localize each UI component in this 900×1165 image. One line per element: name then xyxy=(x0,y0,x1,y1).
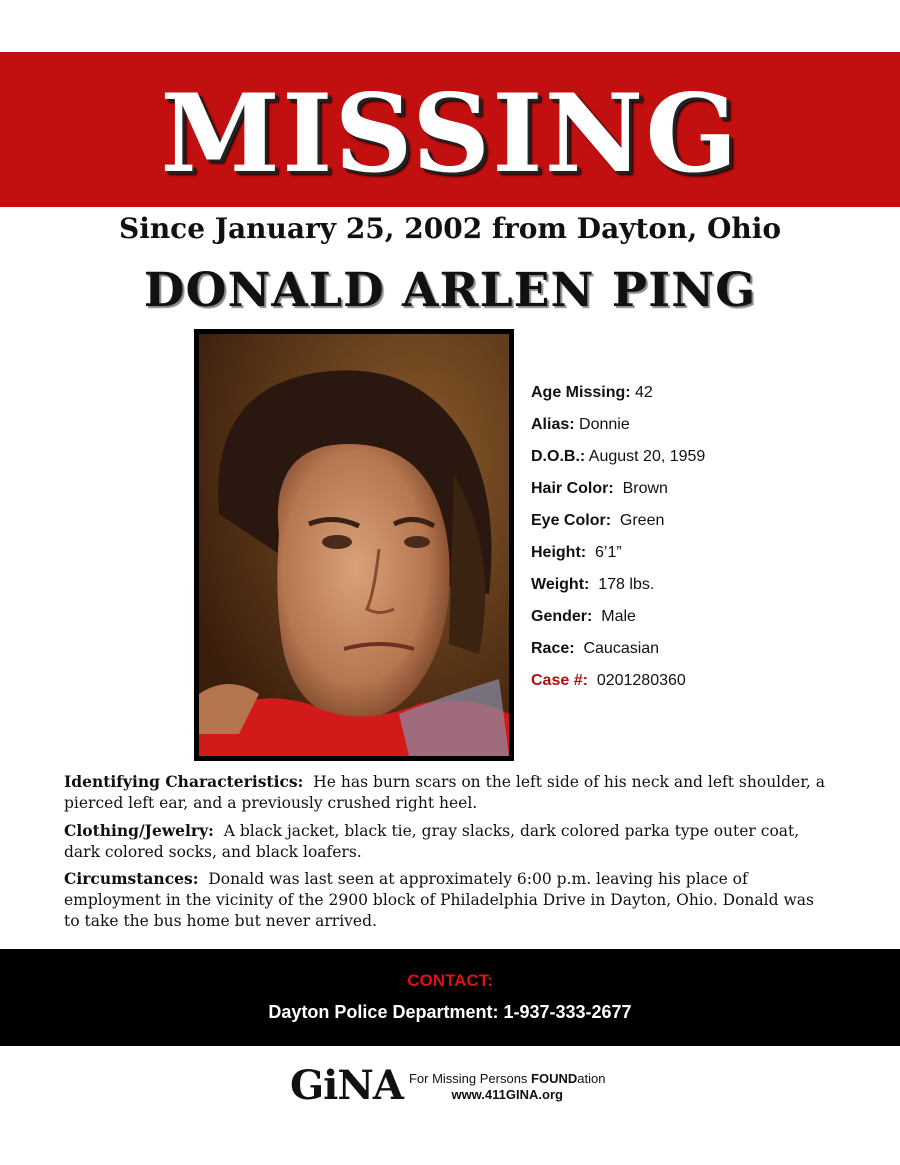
contact-section xyxy=(0,949,900,1046)
detail-value: 42 xyxy=(635,384,653,401)
detail-value: 6’1” xyxy=(595,544,622,561)
circumstances xyxy=(64,868,834,932)
detail-label: Height: xyxy=(531,544,587,561)
detail-value: Donnie xyxy=(579,416,630,433)
detail-value: 0201280360 xyxy=(596,672,686,689)
gina-url: www.411GINA.org xyxy=(451,1087,563,1102)
detail-dob xyxy=(531,445,705,477)
paragraph-label: Clothing/Jewelry: xyxy=(64,821,214,840)
detail-race xyxy=(531,637,705,669)
detail-weight xyxy=(531,573,705,605)
missing-banner xyxy=(0,52,900,207)
gina-tagline xyxy=(409,1071,606,1087)
detail-value: Caucasian xyxy=(583,640,660,657)
detail-label: Gender: xyxy=(531,608,593,625)
gina-text xyxy=(409,1071,606,1103)
detail-label: Weight: xyxy=(531,576,590,593)
detail-alias xyxy=(531,413,705,445)
detail-value: Male xyxy=(601,608,636,625)
contact-label: CONTACT: xyxy=(407,971,493,990)
detail-label: Case #: xyxy=(531,672,588,689)
detail-case-number xyxy=(531,669,705,701)
person-name: DONALD ARLEN PING xyxy=(143,263,757,318)
gina-logo-wordmark: GiNA xyxy=(290,1062,403,1109)
banner-title: MISSING xyxy=(160,70,740,197)
person-photo xyxy=(194,329,514,761)
paragraph-text: Donald was last seen at approximately 6:00 p.m. leaving his place of employment in the vicinity of the 2900 block of Philadelphia Drive in Dayton, Ohio. Donald was to take the bus home but never arrived. xyxy=(64,870,814,930)
paragraph-text: A black jacket, black tie, gray slacks, dark colored parka type outer coat, dark colored socks, and black loafers. xyxy=(64,822,800,861)
clothing-jewelry xyxy=(64,820,834,863)
detail-value: Green xyxy=(619,512,665,529)
detail-age-missing xyxy=(531,381,705,413)
detail-label: Race: xyxy=(531,640,575,657)
detail-label: D.O.B.: xyxy=(531,448,586,465)
portrait-image xyxy=(199,334,509,756)
paragraph-label: Identifying Characteristics: xyxy=(64,772,304,791)
missing-since-line: Since January 25, 2002 from Dayton, Ohio xyxy=(118,212,782,245)
tagline-prefix: For Missing Persons xyxy=(408,1071,532,1086)
detail-value: 178 lbs. xyxy=(598,576,655,593)
detail-label: Alias: xyxy=(531,416,575,433)
tagline-suffix: ation xyxy=(577,1071,606,1086)
detail-hair-color xyxy=(531,477,705,509)
person-details xyxy=(531,381,705,701)
detail-value: Brown xyxy=(622,480,668,497)
detail-gender xyxy=(531,605,705,637)
paragraph-text: He has burn scars on the left side of his neck and left shoulder, a pierced left ear, and a previously crushed right heel. xyxy=(64,773,826,812)
detail-eye-color xyxy=(531,509,705,541)
gina-footer-logo xyxy=(290,1064,605,1108)
paragraph-label: Circumstances: xyxy=(64,869,199,888)
tagline-bold: FOUND xyxy=(531,1071,578,1086)
detail-height xyxy=(531,541,705,573)
contact-info: Dayton Police Department: 1-937-333-2677 xyxy=(268,1002,632,1022)
detail-label: Hair Color: xyxy=(531,480,614,497)
detail-label: Age Missing: xyxy=(531,384,631,401)
detail-label: Eye Color: xyxy=(531,512,612,529)
identifying-characteristics xyxy=(64,771,834,814)
detail-value: August 20, 1959 xyxy=(588,448,706,465)
